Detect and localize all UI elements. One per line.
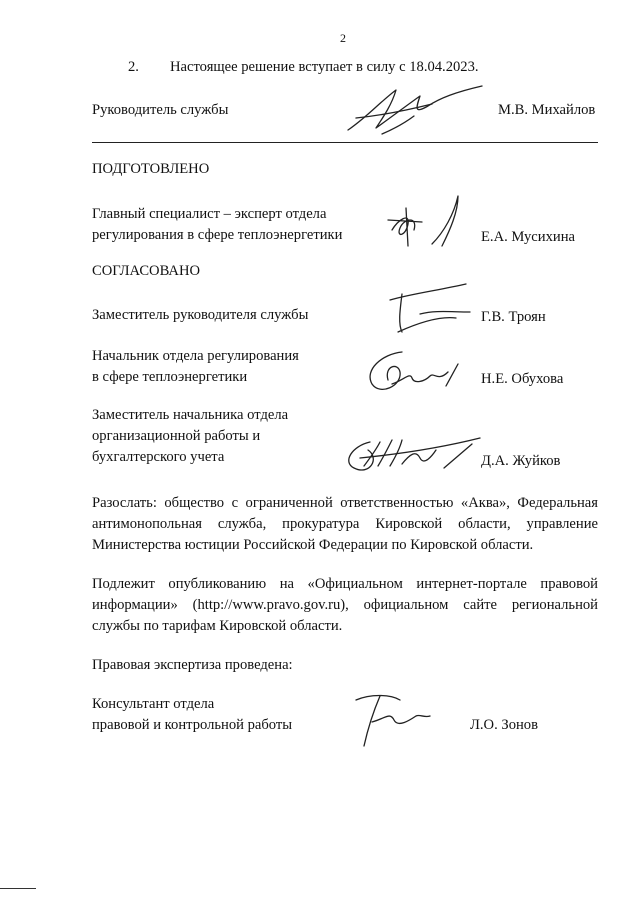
footnote-rule (0, 888, 36, 889)
head-role: Руководитель службы (92, 102, 229, 118)
agreed-signature-obukhova (358, 342, 468, 398)
publication-paragraph (92, 574, 598, 637)
agreed-role-line: организационной работы и (92, 428, 261, 444)
agreed-title: СОГЛАСОВАНО (92, 263, 201, 279)
agreed-signature-troyan (380, 270, 480, 342)
page-number: 2 (340, 31, 346, 45)
agreed-role-line: бухгалтерского учета (92, 449, 225, 465)
prepared-role-line: регулирования в сфере теплоэнергетики (92, 227, 343, 243)
agreed-name: Н.Е. Обухова (481, 371, 564, 387)
prepared-title: ПОДГОТОВЛЕНО (92, 161, 210, 177)
item-number: 2. (128, 59, 139, 75)
publication-line: Подлежит опубликованию на «Официальном интернет-портале правовой (92, 576, 598, 592)
distribution-line: антимонопольная служба, прокуратура Кировской области, управление (92, 516, 598, 532)
legal-role-line: Консультант отдела (92, 696, 215, 712)
publication-line: службы по тарифам Кировской области. (92, 618, 343, 634)
item-text: Настоящее решение вступает в силу с 18.04.2023. (170, 59, 479, 75)
prepared-signature (378, 190, 474, 250)
agreed-role-line: Начальник отдела регулирования (92, 348, 299, 364)
head-name: М.В. Михайлов (498, 102, 596, 118)
distribution-paragraph (92, 493, 598, 556)
separator-line (92, 142, 598, 143)
prepared-name: Е.А. Мусихина (481, 229, 575, 245)
agreed-role-line: Заместитель руководителя службы (92, 307, 309, 323)
agreed-signature-zhuikov (340, 428, 488, 480)
publication-line: информации» (http://www.pravo.gov.ru), официальном сайте региональной (92, 597, 598, 613)
legal-role-line: правовой и контрольной работы (92, 717, 293, 733)
agreed-role-line: в сфере теплоэнергетики (92, 369, 248, 385)
legal-statement: Правовая экспертиза проведена: (92, 657, 293, 673)
agreed-name: Д.А. Жуйков (481, 453, 561, 469)
legal-signature (350, 690, 434, 752)
agreed-role-line: Заместитель начальника отдела (92, 407, 289, 423)
head-signature (336, 78, 486, 140)
distribution-line: Министерства юстиции Российской Федерации по Кировской области. (92, 537, 534, 553)
prepared-role-line: Главный специалист – эксперт отдела (92, 206, 327, 222)
legal-name: Л.О. Зонов (470, 717, 538, 733)
agreed-name: Г.В. Троян (481, 309, 546, 325)
distribution-line: Разослать: общество с ограниченной ответственностью «Аква», Федеральная (92, 495, 598, 511)
